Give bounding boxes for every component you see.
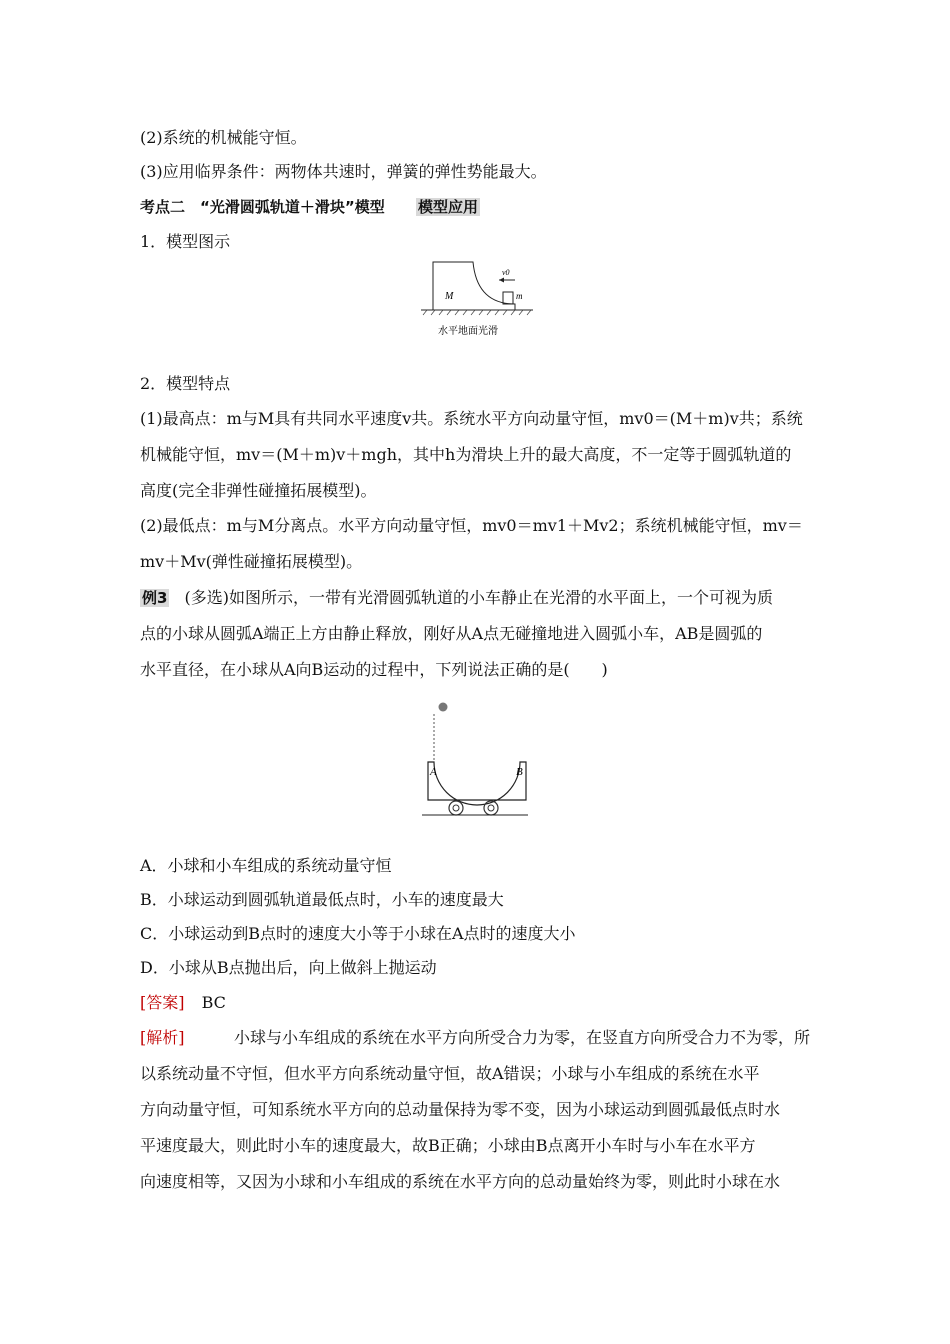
text-line: mv＋Mv(弹性碰撞拓展模型)。 (140, 552, 363, 571)
option-c: C．小球运动到B点时的速度大小等于小球在A点时的速度大小 (140, 924, 576, 943)
example-label: 例3 (142, 589, 168, 607)
text-line: (1)最高点：m与M具有共同水平速度v共。系统水平方向动量守恒，mv0＝(M＋m)v共；系统 (140, 409, 803, 428)
text-line: (2)最低点：m与M分离点。水平方向动量守恒，mv0＝mv1＋Mv2；系统机械能守恒，mv＝ (140, 516, 803, 535)
analysis-text: 小球与小车组成的系统在水平方向所受合力为零，在竖直方向所受合力不为零，所 (233, 1028, 810, 1047)
section-tag: 模型应用 (417, 198, 478, 216)
analysis-label: [解析] (140, 1028, 185, 1047)
label-m: m (516, 291, 523, 301)
section-heading (140, 196, 480, 218)
text-line: (2)系统的机械能守恒。 (140, 128, 307, 147)
section-title: 考点二 “光滑圆弧轨道＋滑块”模型 (140, 198, 385, 216)
text-line: 方向动量守恒，可知系统水平方向的总动量保持为零不变，因为小球运动到圆弧最低点时水 (140, 1100, 781, 1119)
subheading: 1．模型图示 (140, 232, 231, 251)
text-line: 水平直径，在小球从A向B运动的过程中，下列说法正确的是( ) (140, 660, 608, 679)
figure-slide-model (415, 260, 540, 342)
figure-cart-track (420, 700, 530, 818)
text-line: 机械能守恒，mv＝(M＋m)v＋mgh，其中h为滑块上升的最大高度，不一定等于圆弧轨道的 (140, 445, 792, 464)
example-text: (多选)如图所示，一带有光滑圆弧轨道的小车静止在光滑的水平面上，一个可视为质 (184, 588, 774, 607)
text-line: 高度(完全非弹性碰撞拓展模型)。 (140, 481, 377, 500)
label-A: A (430, 766, 437, 778)
answer-label: [答案] (140, 993, 185, 1012)
option-b: B．小球运动到圆弧轨道最低点时，小车的速度最大 (140, 890, 504, 909)
option-a: A．小球和小车组成的系统动量守恒 (140, 856, 392, 875)
text-line: 点的小球从圆弧A端正上方由静止释放，刚好从A点无碰撞地进入圆弧小车，AB是圆弧的 (140, 624, 763, 643)
text-line: 以系统动量不守恒，但水平方向系统动量守恒，故A错误；小球与小车组成的系统在水平 (140, 1064, 760, 1083)
text-line: (3)应用临界条件：两物体共速时，弹簧的弹性势能最大。 (140, 162, 547, 181)
text-line: 平速度最大，则此时小车的速度最大，故B正确；小球由B点离开小车时与小车在水平方 (140, 1136, 756, 1155)
subheading: 2．模型特点 (140, 374, 231, 393)
answer-line (140, 992, 226, 1014)
answer-value: BC (201, 993, 226, 1012)
label-M: M (445, 291, 454, 302)
option-d: D．小球从B点抛出后，向上做斜上抛运动 (140, 958, 437, 977)
label-B: B (516, 766, 523, 778)
example-line (140, 587, 773, 609)
text-line: 向速度相等，又因为小球和小车组成的系统在水平方向的总动量始终为零，则此时小球在水 (140, 1172, 781, 1191)
figure-caption: 水平地面光滑 (438, 326, 498, 337)
analysis-line (140, 1027, 810, 1049)
label-v0: v0 (502, 268, 510, 277)
